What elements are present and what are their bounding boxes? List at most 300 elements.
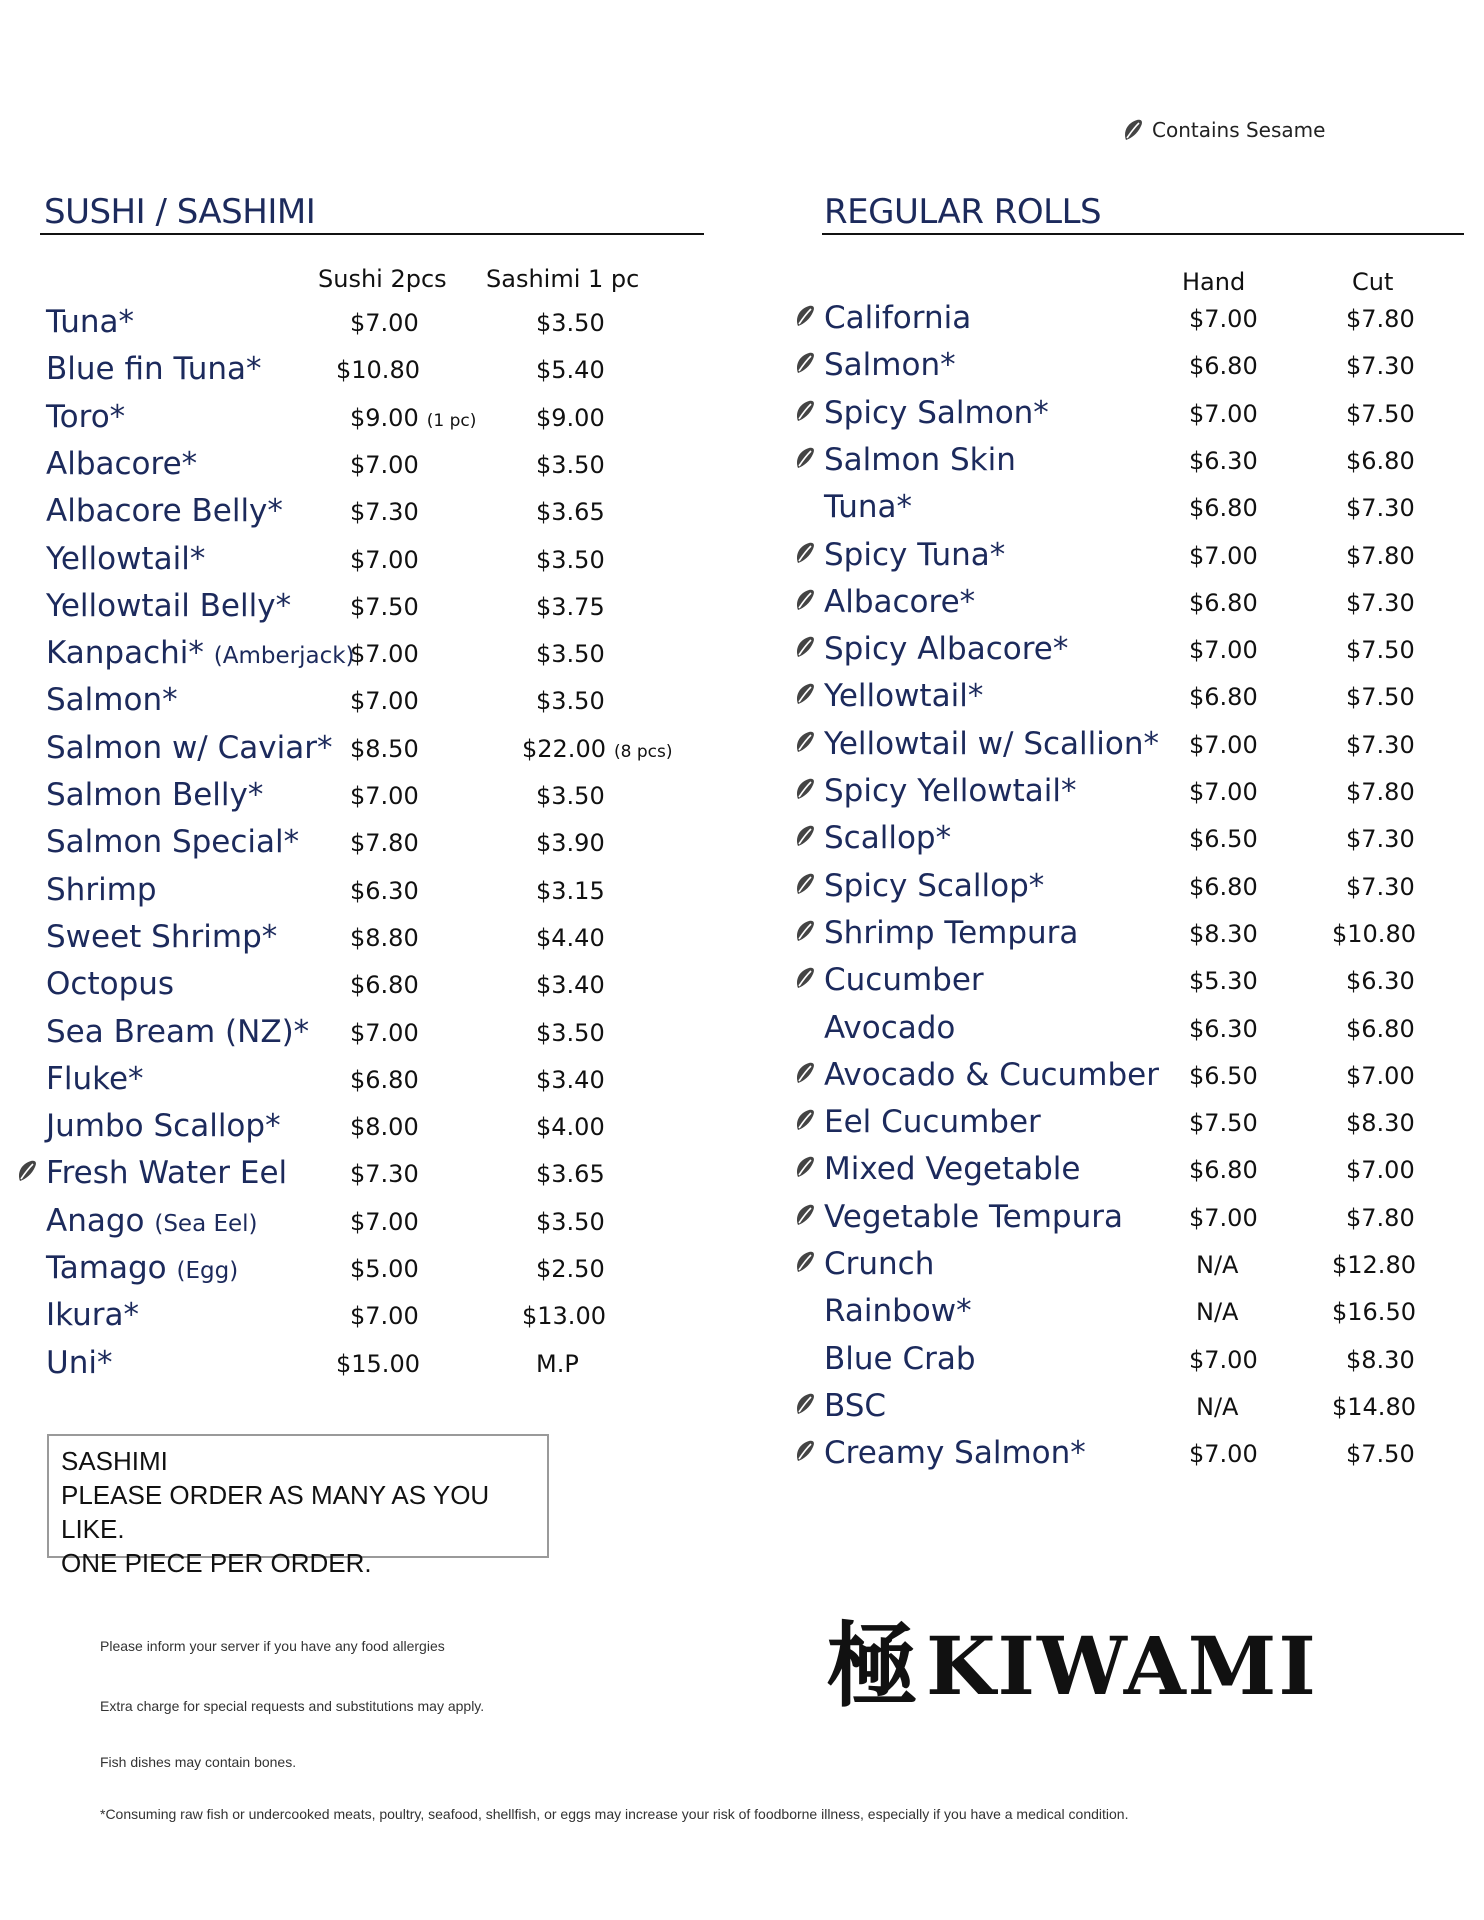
roll-menu-row [824, 678, 1444, 725]
item-name: Yellowtail* [824, 678, 984, 715]
sesame-icon [794, 777, 816, 801]
sushi-price-value: $7.00 [350, 1302, 419, 1331]
cut-price: $7.30 [1346, 588, 1415, 617]
item-name [46, 682, 178, 718]
sushi-price [350, 1019, 419, 1047]
sashimi-price-value: $3.90 [536, 829, 605, 858]
item-name: Spicy Tuna* [824, 536, 1006, 573]
cut-price: $7.00 [1346, 1156, 1415, 1185]
item-name-text: Tamago [46, 1250, 167, 1286]
sashimi-price-value: $3.50 [536, 782, 605, 810]
hand-price: $6.80 [1189, 1156, 1258, 1185]
sushi-list [46, 304, 686, 1404]
sesame-icon [794, 966, 816, 990]
sushi-menu-row [46, 446, 686, 493]
sushi-menu-row [46, 824, 686, 871]
sashimi-note-line: PLEASE ORDER AS MANY AS YOU LIKE. [61, 1480, 490, 1544]
item-name: BSC [824, 1387, 887, 1424]
item-name-text: Octopus [46, 966, 175, 1003]
sushi-heading-rule [40, 233, 704, 235]
item-name: Spicy Scallop* [824, 867, 1045, 904]
roll-menu-row [824, 868, 1444, 915]
sashimi-note-line: ONE PIECE PER ORDER. [61, 1548, 372, 1578]
roll-menu-row [824, 1199, 1444, 1246]
hand-price: $7.00 [1189, 778, 1258, 806]
sushi-menu-row [46, 351, 686, 398]
sushi-price [350, 451, 419, 479]
item-name-text: Sea Bream (NZ)* [46, 1013, 310, 1050]
sashimi-price-value: $3.50 [536, 640, 605, 669]
sushi-menu-row [46, 1108, 686, 1155]
sushi-price-value: $7.00 [350, 1207, 419, 1236]
sashimi-price-value: $3.65 [536, 1160, 605, 1189]
allergy-disclaimer: Please inform your server if you have any food allergies [100, 1638, 445, 1654]
sashimi-price [536, 640, 605, 668]
item-name-text: Toro* [46, 398, 126, 435]
sushi-price [350, 1113, 419, 1141]
hand-price: $7.00 [1189, 305, 1258, 333]
cut-price: $7.30 [1346, 872, 1415, 901]
sashimi-price-value: $3.50 [536, 545, 605, 574]
item-name: Vegetable Tempura [824, 1198, 1123, 1235]
cut-price: $14.80 [1332, 1392, 1416, 1421]
item-name [46, 1014, 309, 1050]
item-name-text: Uni* [46, 1344, 113, 1381]
sashimi-price [536, 924, 605, 952]
cut-price: $6.80 [1346, 446, 1415, 475]
sashimi-note-title: SASHIMI [61, 1446, 168, 1476]
hand-price: $6.80 [1189, 872, 1258, 901]
roll-menu-row [824, 1293, 1444, 1340]
sesame-icon [794, 824, 816, 848]
sushi-price [350, 546, 419, 574]
sashimi-price-value: $13.00 [522, 1302, 606, 1331]
item-name-text: Jumbo Scallop* [46, 1108, 281, 1145]
sashimi-price [536, 829, 605, 857]
roll-menu-row [824, 584, 1444, 631]
item-name [46, 1297, 139, 1333]
item-name-detail: (Amberjack) [213, 643, 355, 670]
item-name-text: Albacore Belly* [46, 493, 283, 530]
item-name-text: Ikura* [46, 1297, 140, 1334]
sushi-price-value: $7.00 [350, 640, 419, 669]
cut-price: $7.50 [1346, 399, 1415, 428]
item-name [46, 730, 332, 766]
raw-food-disclaimer: *Consuming raw fish or undercooked meats, poultry, seafood, shellfish, or eggs may increase your risk of foodborne illness, especially if you have a medical condition. [100, 1806, 1129, 1822]
sushi-price [350, 640, 419, 668]
bones-disclaimer: Fish dishes may contain bones. [100, 1754, 297, 1770]
item-name: Spicy Albacore* [824, 631, 1069, 668]
cut-price: $8.30 [1346, 1345, 1415, 1374]
sushi-menu-row [46, 1155, 686, 1202]
item-name [46, 824, 299, 860]
sushi-price-value: $6.80 [350, 971, 419, 1000]
sashimi-price [536, 309, 605, 337]
sushi-price [350, 1302, 419, 1330]
sashimi-price-value: $3.50 [536, 450, 605, 479]
sushi-price-value: $7.00 [350, 545, 419, 574]
roll-menu-row [824, 1057, 1444, 1104]
hand-price: $7.00 [1189, 1440, 1258, 1469]
cut-price: $7.80 [1346, 305, 1415, 333]
sushi-price-value: $7.30 [350, 498, 419, 527]
cut-price: $12.80 [1332, 1251, 1416, 1279]
sesame-icon [794, 304, 816, 328]
item-name-text: Blue fin Tuna* [46, 351, 262, 388]
roll-menu-row [824, 1010, 1444, 1057]
item-name: Scallop* [824, 820, 952, 857]
sushi-menu-row [46, 966, 686, 1013]
sashimi-price [536, 593, 605, 621]
sashimi-note-box [47, 1434, 549, 1578]
sashimi-price [536, 1208, 605, 1236]
cut-price: $7.30 [1346, 825, 1415, 854]
item-name-text: Tuna* [46, 304, 135, 340]
item-name: California [824, 300, 972, 336]
item-name: Shrimp Tempura [824, 914, 1079, 951]
hand-price: $6.80 [1189, 683, 1258, 712]
sesame-icon [794, 919, 816, 943]
sushi-price [350, 1208, 419, 1236]
item-name: Crunch [824, 1246, 935, 1282]
cut-price: $8.30 [1346, 1109, 1415, 1138]
sushi-price-value: $7.00 [350, 782, 419, 810]
sashimi-price-value: $2.50 [536, 1255, 605, 1283]
sashimi-price [536, 498, 605, 526]
item-name [46, 351, 262, 387]
hand-price: N/A [1196, 1251, 1239, 1279]
price-note: (1 pc) [426, 410, 477, 431]
sushi-price-value: $8.80 [350, 923, 419, 952]
item-name [46, 493, 283, 529]
hand-price: $6.50 [1189, 1061, 1258, 1090]
sushi-menu-row [46, 541, 686, 588]
cut-price: $7.30 [1346, 730, 1415, 759]
item-name: Avocado & Cucumber [824, 1056, 1159, 1093]
roll-menu-row [824, 300, 1444, 347]
sesame-icon [794, 1392, 816, 1416]
sashimi-price [536, 1160, 605, 1188]
sesame-icon [794, 730, 816, 754]
sesame-icon [794, 541, 816, 565]
sashimi-price-value: $3.40 [536, 1065, 605, 1094]
sashimi-price [536, 782, 605, 810]
sashimi-price-value: $5.40 [536, 356, 605, 385]
item-name [46, 446, 197, 482]
roll-menu-row [824, 1104, 1444, 1151]
sushi-price [350, 687, 419, 715]
sushi-price [350, 309, 419, 337]
cut-price: $7.50 [1346, 636, 1415, 665]
item-name [46, 1061, 144, 1097]
item-name-text: Salmon Special* [46, 824, 300, 861]
roll-menu-row [824, 489, 1444, 536]
sashimi-price-value: $3.75 [536, 592, 605, 621]
hand-price: $8.30 [1189, 919, 1258, 948]
hand-price: $7.00 [1189, 636, 1258, 665]
roll-menu-row [824, 915, 1444, 962]
item-name-text: Salmon w/ Caviar* [46, 729, 333, 766]
sushi-price [350, 829, 419, 857]
sesame-icon [794, 1155, 816, 1179]
item-name: Tuna* [824, 489, 913, 526]
cut-price: $6.30 [1346, 967, 1415, 996]
sushi-price [350, 593, 419, 621]
roll-menu-row [824, 1246, 1444, 1293]
item-name-text: Sweet Shrimp* [46, 918, 278, 955]
item-name [46, 1203, 258, 1239]
cut-price: $7.50 [1346, 1440, 1415, 1469]
sashimi-price-value: $3.50 [536, 1207, 605, 1236]
item-name [46, 399, 125, 435]
roll-menu-row [824, 962, 1444, 1009]
item-name: Cucumber [824, 962, 984, 999]
sushi-price [350, 924, 419, 952]
sushi-price-value: $8.50 [350, 734, 419, 763]
sushi-price-value: $8.00 [350, 1113, 419, 1142]
logo-kanji: 極 [826, 1612, 919, 1720]
sashimi-price-value: $3.40 [536, 971, 605, 1000]
sushi-price-value: $5.00 [350, 1255, 419, 1283]
sushi-menu-row [46, 730, 686, 777]
sashimi-price [536, 877, 605, 905]
item-name [46, 1250, 238, 1286]
rolls-list [824, 300, 1444, 1520]
hand-price: $7.00 [1189, 730, 1258, 759]
item-name: Mixed Vegetable [824, 1151, 1081, 1188]
sushi-price [350, 971, 419, 999]
hand-price: $6.80 [1189, 588, 1258, 617]
sashimi-price-value: $3.50 [536, 1018, 605, 1047]
sesame-icon [1122, 118, 1144, 142]
rolls-heading: REGULAR ROLLS [824, 192, 1102, 232]
roll-menu-row [824, 395, 1444, 442]
item-name: Eel Cucumber [824, 1104, 1041, 1141]
item-name [46, 777, 263, 813]
cut-price: $10.80 [1332, 919, 1416, 948]
sushi-price-value: $7.80 [350, 829, 419, 858]
sushi-price-value: $15.00 [336, 1349, 420, 1378]
roll-menu-row [824, 631, 1444, 678]
item-name [46, 1155, 287, 1191]
item-name-text: Albacore* [46, 445, 198, 482]
item-name: Blue Crab [824, 1340, 976, 1377]
sushi-menu-row [46, 682, 686, 729]
sashimi-price [536, 1255, 605, 1283]
hand-price: N/A [1196, 1392, 1239, 1421]
sushi-menu-row [46, 1345, 686, 1392]
sashimi-price-value: $3.50 [536, 687, 605, 716]
item-name: Albacore* [824, 583, 976, 620]
item-name [46, 919, 277, 955]
cut-price: $7.80 [1346, 778, 1415, 806]
sushi-price-value: $6.80 [350, 1065, 419, 1094]
item-name-text: Shrimp [46, 871, 157, 908]
sushi-price-value: $9.00 [350, 403, 419, 432]
roll-menu-row [824, 1388, 1444, 1435]
item-name: Spicy Yellowtail* [824, 773, 1077, 809]
sashimi-price-value: $3.65 [536, 498, 605, 527]
sushi-price-value: $7.00 [350, 309, 419, 337]
sushi-column-header: Sushi 2pcs [318, 265, 447, 293]
hand-column-header: Hand [1182, 268, 1246, 296]
sashimi-price [536, 404, 605, 432]
sushi-menu-row [46, 872, 686, 919]
sashimi-price [536, 1113, 605, 1141]
hand-price: $6.80 [1189, 352, 1258, 381]
sushi-price-value: $7.30 [350, 1160, 419, 1189]
hand-price: $7.00 [1189, 1203, 1258, 1232]
sushi-menu-row [46, 635, 686, 682]
sushi-price [350, 735, 419, 763]
item-name [46, 541, 205, 577]
item-name [46, 966, 174, 1002]
item-name: Rainbow* [824, 1293, 972, 1330]
item-name-text: Fresh Water Eel [46, 1155, 288, 1192]
sushi-heading: SUSHI / SASHIMI [44, 192, 316, 232]
sashimi-price [536, 356, 605, 384]
kiwami-logo [826, 1612, 1318, 1720]
item-name-text: Yellowtail Belly* [46, 587, 292, 624]
item-name-text: Yellowtail* [46, 540, 206, 577]
cut-price: $7.50 [1346, 683, 1415, 712]
rolls-heading-rule [822, 233, 1464, 235]
item-name [46, 1345, 112, 1381]
sesame-icon [794, 588, 816, 612]
sushi-price-value: $10.80 [336, 356, 420, 385]
cut-price: $6.80 [1346, 1014, 1415, 1043]
price-note: (8 pcs) [613, 741, 673, 762]
hand-price: $6.50 [1189, 825, 1258, 854]
sushi-menu-row [46, 493, 686, 540]
sashimi-price [522, 1302, 606, 1330]
sushi-price [350, 782, 419, 810]
sashimi-price [536, 687, 605, 715]
hand-price: $5.30 [1189, 967, 1258, 996]
sashimi-price-value: $4.00 [536, 1113, 605, 1142]
sushi-price-value: $7.00 [350, 687, 419, 716]
item-name [46, 1108, 281, 1144]
item-name [46, 588, 291, 624]
sashimi-price [536, 971, 605, 999]
cut-price: $7.80 [1346, 541, 1415, 570]
sashimi-price-value: $3.15 [536, 876, 605, 905]
sushi-menu-row [46, 588, 686, 635]
sushi-price [336, 1350, 420, 1378]
sesame-icon [794, 1108, 816, 1132]
roll-menu-row [824, 1435, 1444, 1482]
sashimi-price [536, 451, 605, 479]
sushi-price-value: $6.30 [350, 876, 419, 905]
roll-menu-row [824, 442, 1444, 489]
roll-menu-row [824, 773, 1444, 820]
sesame-icon [794, 351, 816, 375]
sushi-price [350, 1255, 419, 1283]
sashimi-price [536, 1019, 605, 1047]
sesame-icon [794, 1061, 816, 1085]
item-name: Yellowtail w/ Scallion* [824, 725, 1159, 762]
sushi-menu-row [46, 1297, 686, 1344]
roll-menu-row [824, 1151, 1444, 1198]
sashimi-price-value: $22.00 [522, 734, 606, 763]
item-name-detail: (Egg) [176, 1258, 239, 1284]
cut-column-header: Cut [1352, 268, 1394, 296]
hand-price: $6.30 [1189, 1014, 1258, 1043]
sushi-price-value: $7.50 [350, 592, 419, 621]
sashimi-price-value: $3.50 [536, 309, 605, 337]
sesame-icon [794, 872, 816, 896]
sushi-price [350, 1160, 419, 1188]
sushi-price [350, 1066, 419, 1094]
sesame-icon [794, 682, 816, 706]
item-name-text: Fluke* [46, 1060, 144, 1097]
sashimi-price [536, 1066, 605, 1094]
item-name [46, 635, 355, 671]
roll-menu-row [824, 537, 1444, 584]
sushi-price [336, 356, 420, 384]
hand-price: $6.30 [1189, 446, 1258, 475]
charge-disclaimer: Extra charge for special requests and substitutions may apply. [100, 1698, 485, 1714]
sushi-price-value: $7.00 [350, 1018, 419, 1047]
item-name-text: Anago [46, 1202, 145, 1239]
hand-price: $7.00 [1189, 399, 1258, 428]
sushi-menu-row [46, 304, 686, 351]
roll-menu-row [824, 820, 1444, 867]
sashimi-price [522, 735, 672, 763]
item-name-text: Salmon Belly* [46, 777, 264, 813]
hand-price: $7.00 [1189, 1345, 1258, 1374]
sushi-price [350, 877, 419, 905]
sushi-menu-row [46, 919, 686, 966]
item-name [46, 304, 134, 340]
sesame-icon [794, 1250, 816, 1274]
cut-price: $7.00 [1346, 1061, 1415, 1090]
sesame-legend-label: Contains Sesame [1152, 118, 1326, 142]
sushi-menu-row [46, 777, 686, 824]
sesame-icon [794, 399, 816, 423]
cut-price: $7.30 [1346, 494, 1415, 523]
roll-menu-row [824, 1341, 1444, 1388]
sashimi-price [536, 546, 605, 574]
hand-price: $7.50 [1189, 1109, 1258, 1138]
sushi-menu-row [46, 399, 686, 446]
sesame-legend [1122, 118, 1325, 142]
sushi-menu-row [46, 1250, 686, 1297]
roll-menu-row [824, 726, 1444, 773]
item-name: Avocado [824, 1009, 956, 1046]
sushi-menu-row [46, 1203, 686, 1250]
hand-price: $6.80 [1189, 494, 1258, 523]
sushi-menu-row [46, 1061, 686, 1108]
sashimi-price [536, 1350, 579, 1378]
item-name: Salmon Skin [824, 441, 1016, 478]
cut-price: $7.30 [1346, 352, 1415, 381]
sashimi-price-value: M.P [536, 1349, 579, 1378]
sushi-price [350, 404, 476, 432]
cut-price: $16.50 [1332, 1298, 1416, 1327]
sushi-price-value: $7.00 [350, 450, 419, 479]
item-name: Creamy Salmon* [824, 1435, 1086, 1472]
item-name-text: Kanpachi* [46, 635, 204, 672]
sesame-icon [794, 446, 816, 470]
hand-price: N/A [1196, 1298, 1239, 1327]
roll-menu-row [824, 347, 1444, 394]
item-name: Salmon* [824, 347, 956, 384]
sesame-icon [794, 1439, 816, 1463]
sesame-icon [16, 1159, 38, 1183]
item-name [46, 872, 157, 908]
sashimi-price-value: $9.00 [536, 403, 605, 432]
